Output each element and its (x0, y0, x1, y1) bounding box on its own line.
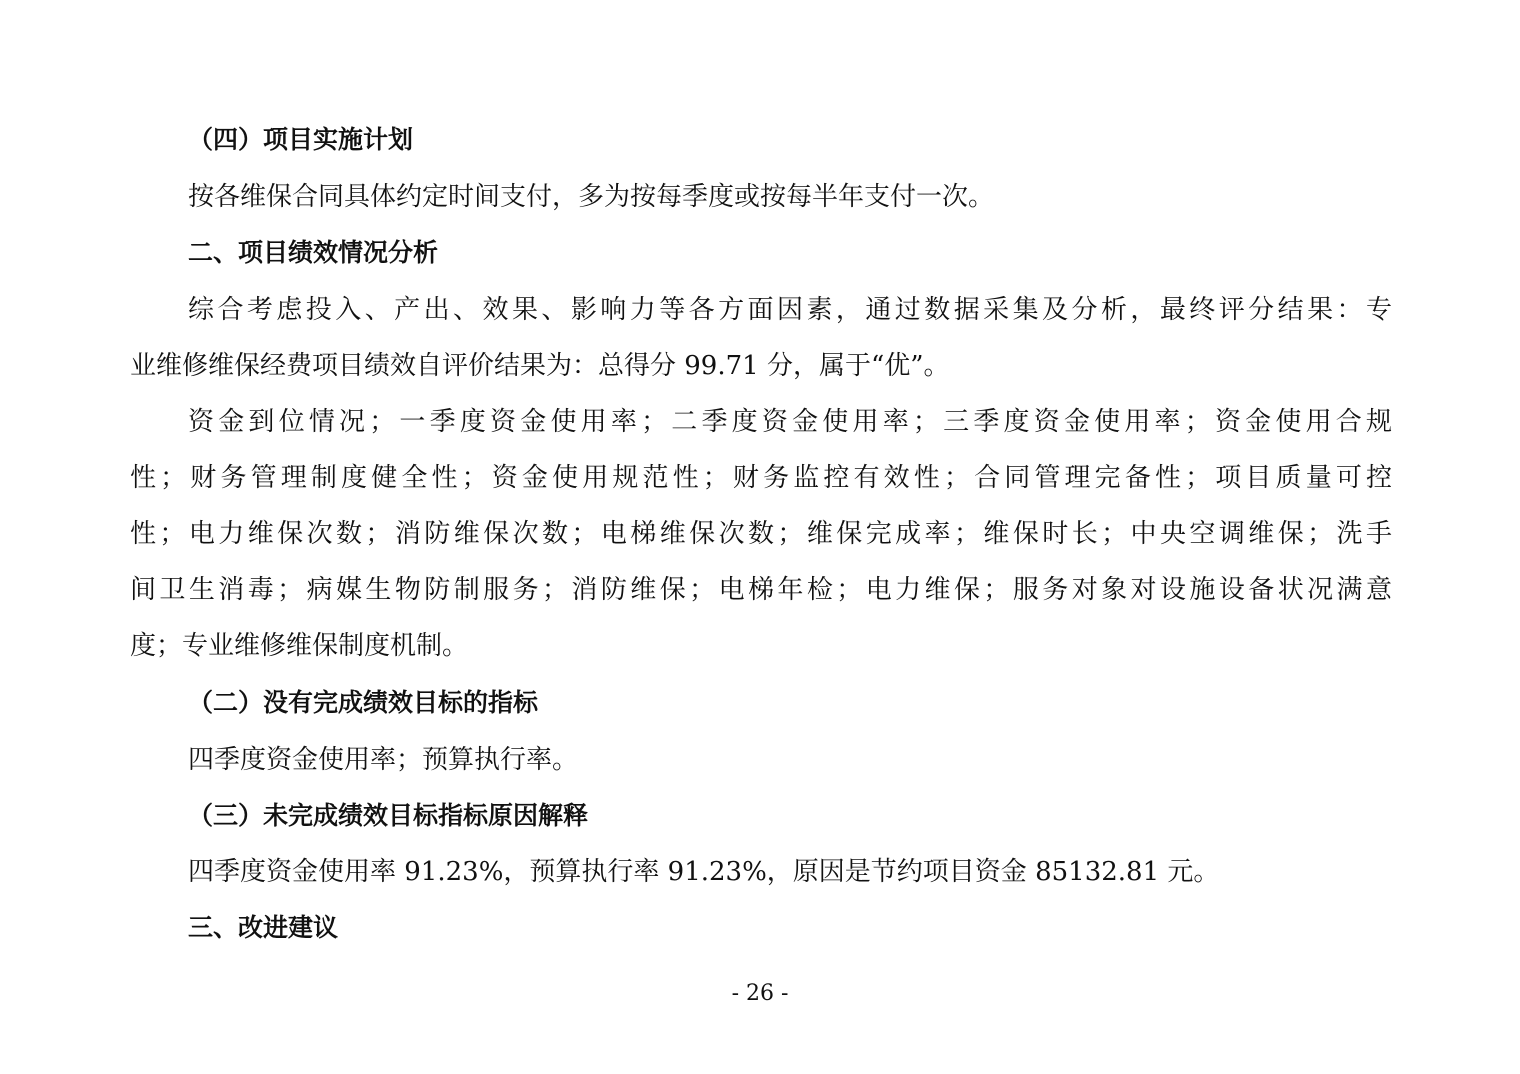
indicators-paragraph-line: 度；专业维修维保制度机制。 (130, 631, 469, 661)
unmet-indicators-text: 四季度资金使用率；预算执行率。 (188, 745, 579, 775)
page-number: - 26 - (731, 981, 789, 1006)
indicators-paragraph-line: 资金到位情况；一季度资金使用率；二季度资金使用率；三季度资金使用率；资金使用合规 (188, 407, 1392, 437)
analysis-paragraph-line: 业维修维保经费项目绩效自评价结果为：总得分 99.71 分，属于“优”。 (130, 351, 950, 381)
reason-text: 四季度资金使用率 91.23%，预算执行率 91.23%，原因是节约项目资金 85132.81 元。 (188, 857, 1220, 887)
implementation-plan-text: 按各维保合同具体约定时间支付，多为按每季度或按每半年支付一次。 (188, 182, 995, 212)
section-heading-implementation-plan: （四）项目实施计划 (188, 125, 414, 154)
section-heading-reason: （三）未完成绩效目标指标原因解释 (188, 801, 589, 830)
section-heading-unmet-indicators: （二）没有完成绩效目标的指标 (188, 688, 539, 717)
analysis-paragraph-line: 综合考虑投入、产出、效果、影响力等各方面因素，通过数据采集及分析，最终评分结果：专 (188, 295, 1392, 325)
section-heading-performance-analysis: 二、项目绩效情况分析 (188, 238, 439, 267)
indicators-paragraph-line: 间卫生消毒；病媒生物防制服务；消防维保；电梯年检；电力维保；服务对象对设施设备状况满意 (130, 575, 1392, 605)
indicators-paragraph-line: 性；财务管理制度健全性；资金使用规范性；财务监控有效性；合同管理完备性；项目质量可控 (130, 463, 1392, 493)
indicators-paragraph-line: 性；电力维保次数；消防维保次数；电梯维保次数；维保完成率；维保时长；中央空调维保；洗手 (130, 519, 1392, 549)
section-heading-suggestions: 三、改进建议 (188, 913, 339, 942)
